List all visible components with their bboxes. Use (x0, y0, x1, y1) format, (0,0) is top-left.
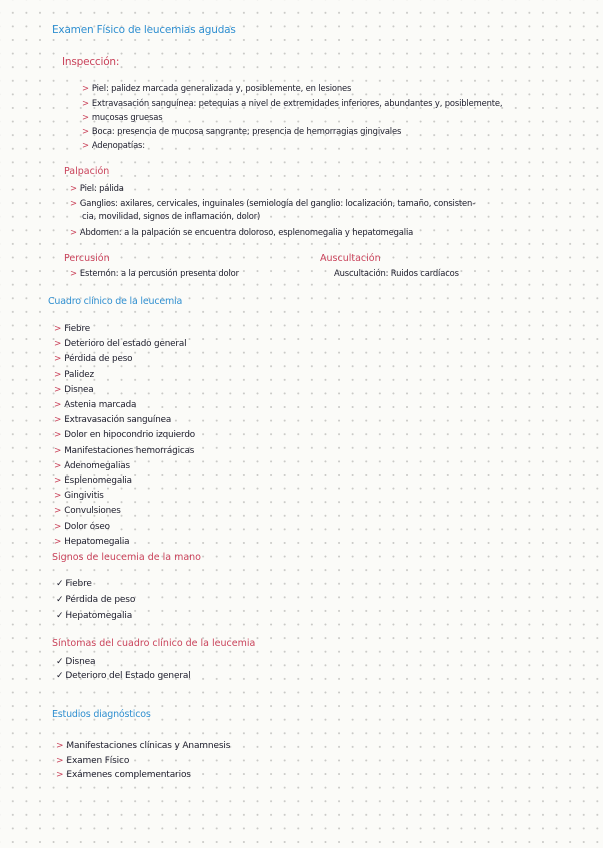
list-item: > mucosas gruesas (82, 112, 163, 122)
arrow-bullet-icon: > (54, 384, 62, 395)
list-item: > Pérdida de peso (54, 354, 133, 365)
arrow-bullet-icon: > (54, 460, 62, 471)
page-title: Examen Físico de leucemias agudas (52, 24, 236, 36)
cuadro-heading: Cuadro clínico de la leucemia (48, 296, 183, 307)
list-item: > Piel: pálida (70, 183, 124, 193)
arrow-bullet-icon: > (70, 198, 77, 208)
arrow-bullet-icon: > (56, 741, 64, 751)
auscultacion-heading: Auscultación (320, 253, 381, 264)
list-item: > Ganglios: axilares, cervicales, inguinales (semiología del ganglio: localización, tamaño, consisten- (70, 198, 476, 208)
percusion-heading: Percusión (64, 253, 110, 264)
list-item: ✓ Fiebre (56, 579, 92, 589)
list-item-continuation: cia, movilidad, signos de inflamación, dolor) (82, 211, 261, 221)
list-item: > Convulsiones (54, 506, 121, 517)
diagnostico-heading: Estudios diagnósticos (52, 709, 151, 720)
list-item: > Manifestaciones clínicas y Anamnesis (56, 741, 231, 751)
arrow-bullet-icon: > (70, 183, 77, 193)
list-item: > Dolor óseo (54, 521, 110, 532)
signos-heading: Signos de leucemia de la mano (52, 552, 201, 563)
arrow-bullet-icon: > (54, 324, 62, 334)
list-item: Auscultación: Ruidos cardíacos (334, 268, 459, 278)
list-item: > Boca: presencia de mucosa sangrante; presencia de hemorragias gingivales (82, 126, 402, 136)
arrow-bullet-icon: > (54, 354, 62, 365)
check-icon: ✓ (56, 657, 64, 667)
arrow-bullet-icon: > (54, 400, 62, 410)
arrow-bullet-icon: > (82, 98, 89, 108)
check-icon: ✓ (56, 579, 64, 589)
palpacion-heading: Palpación (64, 166, 110, 177)
list-item: > Adenopatías: (82, 140, 145, 150)
list-item: > Adenomegalias (54, 460, 130, 471)
list-item: ✓ Disnea (56, 657, 96, 667)
arrow-bullet-icon: > (82, 112, 89, 122)
arrow-bullet-icon: > (54, 476, 62, 486)
list-item: > Gingivitis (54, 491, 104, 502)
list-item: > Examen Físico (56, 756, 130, 766)
list-item: > Dolor en hipocondrio izquierdo (54, 430, 196, 441)
arrow-bullet-icon: > (82, 140, 89, 150)
list-item: > Esplenomegalia (54, 476, 132, 486)
arrow-bullet-icon: > (54, 415, 62, 426)
list-item: > Manifestaciones hemorrágicas (54, 445, 195, 456)
arrow-bullet-icon: > (54, 430, 62, 441)
check-icon: ✓ (56, 611, 64, 621)
arrow-bullet-icon: > (54, 491, 62, 502)
sintomas-heading: Síntomas del cuadro clínico de la leucemia (52, 638, 256, 649)
arrow-bullet-icon: > (70, 268, 77, 278)
list-item: > Astenia marcada (54, 400, 137, 410)
arrow-bullet-icon: > (54, 536, 62, 547)
list-item: ✓ Pérdida de peso (56, 595, 136, 605)
arrow-bullet-icon: > (70, 227, 77, 237)
list-item: ✓ Deterioro del Estado general (56, 671, 191, 681)
arrow-bullet-icon: > (54, 339, 62, 350)
arrow-bullet-icon: > (56, 770, 64, 780)
arrow-bullet-icon: > (54, 369, 62, 380)
list-item: > Exámenes complementarios (56, 770, 191, 780)
list-item: > Esternón: a la percusión presenta dolor (70, 268, 239, 278)
list-item: > Fiebre (54, 324, 91, 334)
list-item: > Extravasación sanguínea (54, 415, 172, 426)
list-item: > Piel: palidez marcada generalizada y, posiblemente, en lesiones (82, 83, 352, 93)
arrow-bullet-icon: > (54, 445, 62, 456)
list-item: > Disnea (54, 384, 94, 395)
check-icon: ✓ (56, 671, 64, 681)
list-item: > Palidez (54, 369, 94, 380)
list-item: > Abdomen: a la palpación se encuentra doloroso, esplenomegalia y hepatomegalia (70, 227, 414, 237)
list-item: > Deterioro del estado general (54, 339, 187, 350)
check-icon: ✓ (56, 595, 64, 605)
list-item: > Extravasación sanguínea: petequias a nivel de extremidades inferiores, abundantes y, posiblemente, (82, 98, 503, 108)
arrow-bullet-icon: > (56, 756, 64, 766)
list-item: > Hepatomegalia (54, 536, 130, 547)
arrow-bullet-icon: > (82, 126, 89, 136)
inspeccion-heading: Inspección: (62, 56, 120, 68)
arrow-bullet-icon: > (54, 521, 62, 532)
arrow-bullet-icon: > (54, 506, 62, 517)
list-item: ✓ Hepatomegalia (56, 611, 133, 621)
arrow-bullet-icon: > (82, 83, 89, 93)
